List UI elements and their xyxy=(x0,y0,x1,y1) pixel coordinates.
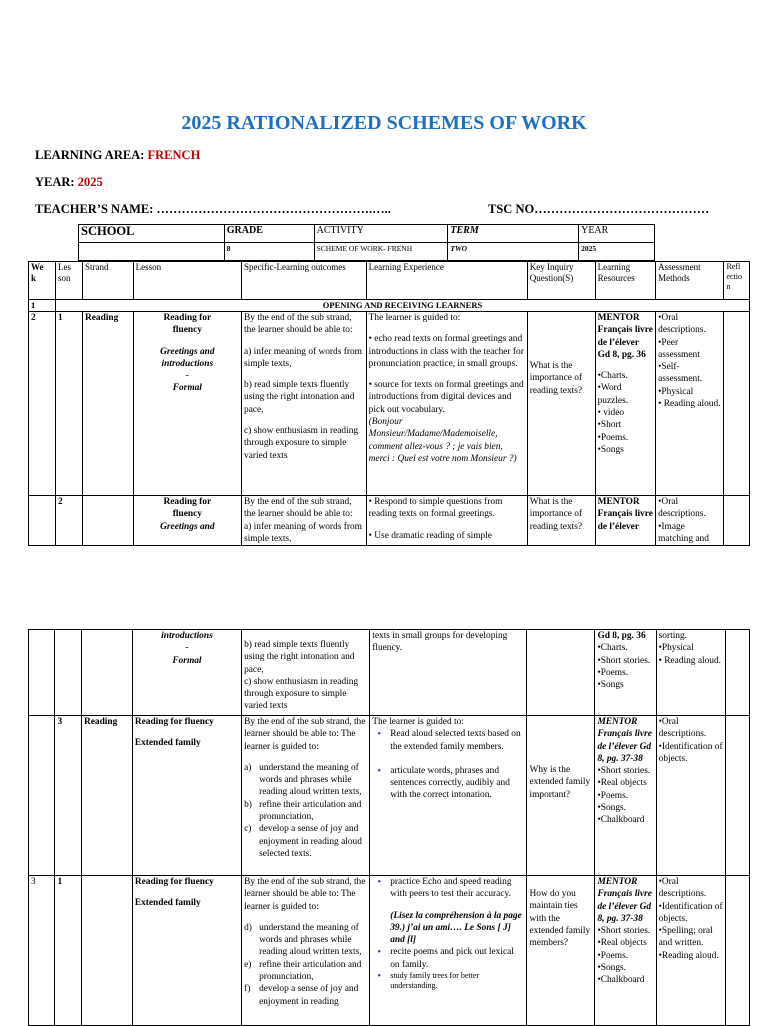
resources-book: MENTOR Français livre de l’élever Gd 8, pg. 37-38 xyxy=(597,717,652,764)
res-item: • video xyxy=(597,408,625,419)
col-reflection-a: Refl xyxy=(726,262,741,271)
col-resources: Learning Resources xyxy=(595,262,656,300)
topic: Extended family xyxy=(134,898,201,909)
slo-a: a) infer meaning of words from simple texts, xyxy=(244,521,362,544)
lesson-cell xyxy=(133,496,241,546)
experience-cell xyxy=(370,876,527,1026)
topic: introductions xyxy=(161,631,213,641)
assess-item: •Identification of objects. xyxy=(658,741,723,764)
res-item: •Charts. xyxy=(597,371,628,382)
table-row xyxy=(29,496,750,546)
exp-1: • Respond to simple questions from reading texts on formal greetings. xyxy=(368,497,503,520)
col-inquiry: Key Inquiry Question(S) xyxy=(527,262,595,300)
slo-c: c) show enthusiasm in reading through exposure to simple varied texts xyxy=(244,426,359,461)
assess-item: •Oral descriptions. xyxy=(658,877,707,900)
exp-1: • practice Echo and speed reading with peers to test their accuracy. xyxy=(390,876,524,901)
slo-item-label: d) xyxy=(244,922,252,933)
strand-cell: Reading xyxy=(81,716,132,876)
slo-item-label: e) xyxy=(244,959,252,970)
col-strand: Strand xyxy=(82,262,133,300)
learning-area-value: FRENCH xyxy=(147,148,201,162)
topic: Greetings and xyxy=(160,346,215,357)
slo-intro: By the end of the sub strand, the learner should be able to: xyxy=(244,313,353,336)
assessment-cell xyxy=(656,716,725,876)
lesson-cell xyxy=(132,716,241,876)
exp-1: • Read aloud selected texts based on the extended family members. xyxy=(390,728,524,753)
slo-item-label: f) xyxy=(244,984,251,995)
slo-b: b) read simple texts fluently using the right intonation and pace, xyxy=(244,640,355,675)
slo-item xyxy=(244,762,367,799)
inquiry-cell xyxy=(527,716,595,876)
header-info-table xyxy=(78,224,655,261)
slo-cell xyxy=(242,876,370,1026)
assessment-cell xyxy=(656,876,725,1026)
exp-1: • echo read texts on formal greetings and introductions in class with the teacher for pronunciation practice, in small groups. xyxy=(368,334,524,369)
slo-intro: By the end of the sub strand, the learner should be able to: xyxy=(244,497,353,520)
col-reflection-c: n xyxy=(726,282,731,291)
assess-item: sorting. xyxy=(658,631,688,641)
assess-item: •Physical xyxy=(658,386,694,397)
res-item: •Poems. xyxy=(597,790,629,801)
res-item: •Chalkboard xyxy=(597,975,645,986)
slo-item-label: b) xyxy=(244,799,252,810)
experience-cell xyxy=(370,716,527,876)
year-label: YEAR: xyxy=(35,175,75,189)
learning-area-line xyxy=(35,148,200,163)
assess-item: •Oral descriptions. xyxy=(658,313,706,336)
slo-item-label: c) xyxy=(244,824,252,835)
exp-intro: The learner is guided to: xyxy=(368,313,461,323)
assess-item: •Spelling; oral and written. xyxy=(658,926,713,949)
experience-cell xyxy=(366,496,527,546)
resources-cell xyxy=(595,876,656,1026)
slo-item xyxy=(244,922,367,959)
grade-label: GRADE xyxy=(224,225,314,243)
res-item: •Songs. xyxy=(597,803,627,814)
slo-item-text: refine their articulation and pronunciation, xyxy=(259,959,362,983)
res-item: •Poems. xyxy=(597,950,629,961)
substrand: Reading for xyxy=(163,313,212,323)
res-item: •Short stories. xyxy=(597,655,651,666)
exp-2: • articulate words, phrases and sentences correctly, audibly and with the correct intonation. xyxy=(390,765,524,802)
activity-label: ACTIVITY xyxy=(314,225,448,243)
exp-2: (Lisez la compréhension à la page 39.) j’ai un ami…. Le Sons [ J] and [l] xyxy=(390,910,522,946)
table-row xyxy=(29,630,750,716)
experience-cell xyxy=(366,312,527,496)
col-lesson: Lesson xyxy=(133,262,241,300)
assess-item: • Reading aloud. xyxy=(658,399,721,410)
col-lesson-a: Les xyxy=(57,262,71,272)
topic-2: - xyxy=(185,643,189,654)
resources-book: MENTOR Français livre de l’élever Gd 8, pg. 37-38 xyxy=(597,877,652,924)
col-reflection-b: ectio xyxy=(726,272,742,281)
inquiry-cell: What is the importance of reading texts? xyxy=(527,496,595,546)
scheme-table-part1 xyxy=(28,261,750,546)
year-line xyxy=(35,175,103,190)
opening-text: OPENING AND RECEIVING LEARNERS xyxy=(55,300,749,312)
slo-a: a) infer meaning of words from simple texts, xyxy=(244,346,362,369)
teacher-name-line: TEACHER’S NAME: …………………………………………….….. xyxy=(35,202,391,216)
topic: Greetings and xyxy=(160,521,215,532)
topic-3: Formal xyxy=(172,655,202,666)
assess-item: • Reading aloud. xyxy=(658,655,722,666)
lesson-number: 2 xyxy=(55,496,82,546)
slo-b: b) read simple texts fluently using the right intonation and pace, xyxy=(244,380,355,415)
col-experience: Learning Experience xyxy=(366,262,527,300)
table-row xyxy=(29,312,750,496)
slo-item-text: develop a sense of joy and enjoyment in reading xyxy=(259,984,359,1007)
slo-c: c) show enthusiasm in reading through exposure to simple varied texts xyxy=(244,676,359,712)
slo-item-label: a) xyxy=(244,762,252,773)
opening-week: 1 xyxy=(29,300,56,312)
slo-item-text: understand the meaning of words and phrases while reading aloud written texts, xyxy=(259,762,362,798)
inquiry-text: Why is the extended family important? xyxy=(529,765,591,800)
lesson-cell xyxy=(132,630,241,716)
slo-item xyxy=(244,983,367,1008)
topic: Extended family xyxy=(134,738,201,749)
assessment-cell xyxy=(656,630,725,716)
page-title: 2025 RATIONALIZED SCHEMES OF WORK xyxy=(181,112,587,134)
exp-2: • source for texts on formal greetings and introductions from digital devices and pick out vocabulary. xyxy=(368,380,524,415)
scheme-table-part2 xyxy=(28,629,750,1026)
school-label: SCHOOL xyxy=(79,225,225,243)
exp-2: • Use dramatic reading of simple xyxy=(368,530,492,541)
slo-item xyxy=(244,823,367,860)
week-number: 3 xyxy=(29,876,55,1026)
res-item: •Poems. xyxy=(597,667,629,678)
assess-item: •Peer assessment xyxy=(658,337,700,360)
assess-item: •Identification of objects. xyxy=(658,901,723,924)
reflection-cell xyxy=(724,312,750,496)
substrand: Reading for xyxy=(163,497,212,507)
res-item: •Short stories. xyxy=(597,766,651,777)
slo-item xyxy=(244,959,367,984)
res-item: •Songs xyxy=(597,680,624,691)
exp-3: • recite poems and pick out lexical on family. xyxy=(390,946,524,971)
table-row xyxy=(29,716,750,876)
assess-item: •Physical xyxy=(658,643,694,654)
res-item: •Poems. xyxy=(597,432,629,443)
exp-3: (Bonjour Monsieur/Madame/Mademoiselle, comment allez-vous ? ; je vais bien, merci : Quel est votre nom Monsieur ?) xyxy=(368,417,517,464)
experience-cell: texts in small groups for developing fluency. xyxy=(370,630,527,716)
exp-intro: The learner is guided to: xyxy=(372,717,464,727)
lesson-number: 1 xyxy=(55,876,81,1026)
res-item: •Short xyxy=(597,420,622,431)
col-lesson-b: son xyxy=(57,273,71,283)
resources-cell xyxy=(595,630,656,716)
grade-value: 8 xyxy=(224,243,314,261)
substrand-2: fluency xyxy=(172,509,202,520)
col-week-a: We xyxy=(31,262,44,272)
activity-value: SCHEME OF WORK- FRENH xyxy=(314,243,448,261)
lesson-number: 3 xyxy=(55,716,81,876)
slo-cell xyxy=(242,716,370,876)
col-slo: Specific-Learning outcomes xyxy=(242,262,367,300)
tsc-number-line: TSC NO…………………………………… xyxy=(488,202,710,216)
term-value: TWO xyxy=(448,243,579,261)
strand-cell: Reading xyxy=(82,312,133,496)
col-assessment: Assessment Methods xyxy=(656,262,724,300)
substrand: Reading for fluency xyxy=(134,717,214,727)
year-value: 2025 xyxy=(77,175,103,189)
assess-item: •Reading aloud. xyxy=(658,950,719,961)
topic-2: introductions xyxy=(161,358,214,369)
assessment-cell xyxy=(656,312,724,496)
assess-item: •Self-assessment. xyxy=(658,362,703,385)
slo-cell xyxy=(242,630,370,716)
res-item: •Word puzzles. xyxy=(597,383,629,406)
slo-item-text: develop a sense of joy and enjoyment in reading aloud selected texts. xyxy=(259,824,362,859)
res-item: •Short stories. xyxy=(597,926,651,937)
learning-area-label: LEARNING AREA: xyxy=(35,148,145,162)
substrand: Reading for fluency xyxy=(134,877,214,887)
res-item: •Real objects xyxy=(597,938,647,949)
assess-item: •Image matching and xyxy=(658,521,709,544)
week-number: 2 xyxy=(29,312,56,496)
term-label: TERM xyxy=(448,225,579,243)
res-item: •Songs xyxy=(597,444,624,455)
res-item: •Chalkboard xyxy=(597,815,645,826)
slo-item xyxy=(244,799,367,824)
slo-item-text: refine their articulation and pronunciation, xyxy=(259,799,362,823)
res-item: Gd 8, pg. 36 xyxy=(597,631,646,641)
assessment-cell xyxy=(656,496,724,546)
exp-4: • study family trees for better understanding. xyxy=(390,971,524,991)
substrand-2: fluency xyxy=(172,325,202,336)
assess-item: •Oral descriptions. xyxy=(658,717,707,740)
inquiry-cell xyxy=(527,876,595,1026)
lesson-number: 1 xyxy=(55,312,82,496)
slo-intro: By the end of the sub strand, the learner should be able to: The learner is guided to: xyxy=(244,717,366,752)
table-row xyxy=(29,876,750,1026)
slo-intro: By the end of the sub strand, the learner should be able to: The learner is guided to: xyxy=(244,877,366,912)
lesson-cell xyxy=(133,312,241,496)
resources-cell: MENTOR Français livre de l’élever xyxy=(595,496,656,546)
resources-book: MENTOR Français livre de l’élever Gd 8, pg. 36 xyxy=(597,313,653,360)
col-week-b: k xyxy=(31,273,37,283)
topic-3: - xyxy=(185,371,189,382)
lesson-cell xyxy=(132,876,241,1026)
slo-item-text: understand the meaning of words and phrases while reading aloud written texts, xyxy=(259,922,362,958)
assess-item: •Oral descriptions. xyxy=(658,497,706,520)
res-item: •Real objects xyxy=(597,778,647,789)
resources-cell xyxy=(595,312,656,496)
year-cell-value: 2025 xyxy=(579,243,655,261)
resources-cell xyxy=(595,716,656,876)
inquiry-text: What is the importance of reading texts? xyxy=(529,361,583,396)
topic-4: Formal xyxy=(172,383,202,394)
res-item: •Songs. xyxy=(597,963,627,974)
inquiry-cell xyxy=(527,312,595,496)
year-cell-label: YEAR xyxy=(579,225,655,243)
slo-cell xyxy=(242,312,367,496)
res-item: •Charts. xyxy=(597,643,628,654)
opening-row xyxy=(29,300,750,312)
column-header-row xyxy=(29,262,750,300)
slo-cell xyxy=(242,496,367,546)
inquiry-text: How do you maintain ties with the extended family members? xyxy=(529,889,591,949)
